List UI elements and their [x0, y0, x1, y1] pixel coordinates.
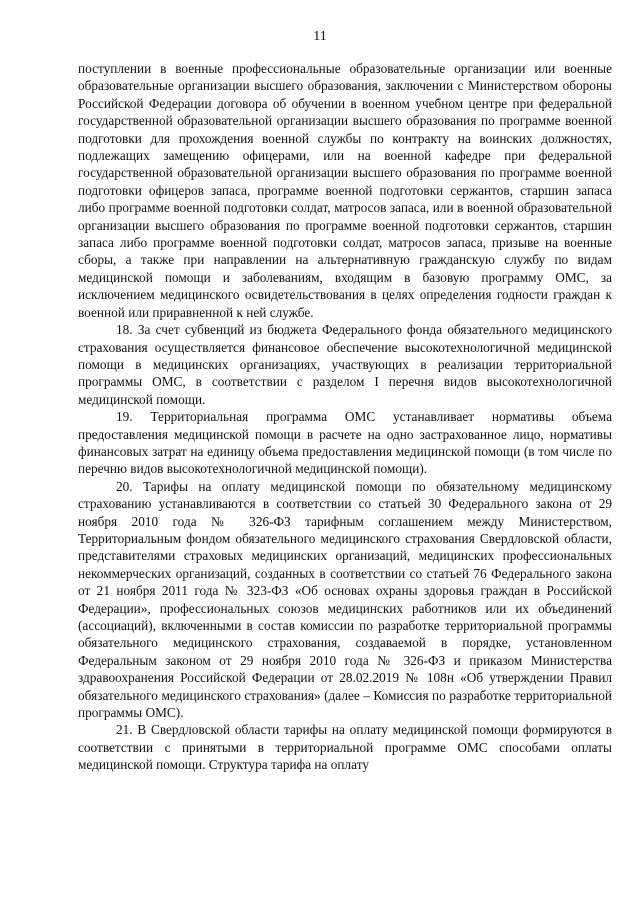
paragraph-19: 19. Территориальная программа ОМС устанавливает нормативы объема предоставления медицинской помощи в расчете на одно застрахованное лицо, нормативы финансовых затрат на единицу объема предоставления медицинской помощи (в том числе по перечню видов высокотехнологичной медицинской помощи). [78, 409, 612, 477]
document-body [78, 60, 612, 774]
paragraph-18: 18. За счет субвенций из бюджета Федерального фонда обязательного медицинского страхования осуществляется финансовое обеспечение высокотехнологичной медицинской помощи в медицинских организациях, участвующих в реализации территориальной программы ОМС, в соответствии с разделом I перечня видов высокотехнологичной медицинской помощи. [78, 322, 612, 407]
paragraph-20: 20. Тарифы на оплату медицинской помощи по обязательному медицинскому страхованию устанавливаются в соответствии со статьей 30 Федерального закона от 29 ноября 2010 года № 326-ФЗ тарифным соглашением между Министерством, Территориальным фондом обязательного медицинского страхования Свердловской области, представителями страховых медицинских организаций, медицинских профессиональных некоммерческих организаций, созданных в соответствии со статьей 76 Федерального закона от 21 ноября 2011 года № 323-ФЗ «Об основах охраны здоровья граждан в Российской Федерации», профессиональных союзов медицинских работников или их объединений (ассоциаций), включенными в состав комиссии по разработке территориальной программы обязательного медицинского страхования, создаваемой в порядке, установленном Федеральным законом от 29 ноября 2010 года № 326-ФЗ и приказом Министерства здравоохранения Российской Федерации от 28.02.2019 № 108н «Об утверждении Правил обязательного медицинского страхования» (далее – Комиссия по разработке территориальной программы ОМС). [78, 478, 612, 721]
paragraph-continuation: поступлении в военные профессиональные образовательные организации или военные образовательные организации высшего образования, заключении с Министерством обороны Российской Федерации договора об обучении в военном учебном центре при федеральной государственной образовательной организации высшего образования по программе военной подготовки для прохождения военной службы по контракту на воинских должностях, подлежащих замещению офицерами, или на военной кафедре при федеральной государственной образовательной организации высшего образования по программе военной подготовки офицеров запаса, программе военной подготовки сержантов, старшин запаса либо программе военной подготовки солдат, матросов запаса, или в военной образовательной организации высшего образования по программе военной подготовки сержантов, старшин запаса либо программе военной подготовки солдат, матросов запаса, призыве на военные сборы, а также при направлении на альтернативную гражданскую службу по видам медицинской помощи и заболеваниям, входящим в базовую программу ОМС, за исключением медицинского освидетельствования в целях определения годности граждан к военной или приравненной к ней службе. [78, 61, 612, 320]
paragraph-21: 21. В Свердловской области тарифы на оплату медицинской помощи формируются в соответствии с принятыми в территориальной программе ОМС способами оплаты медицинской помощи. Структура тарифа на оплату [78, 722, 612, 773]
page-number: 11 [313, 29, 327, 44]
